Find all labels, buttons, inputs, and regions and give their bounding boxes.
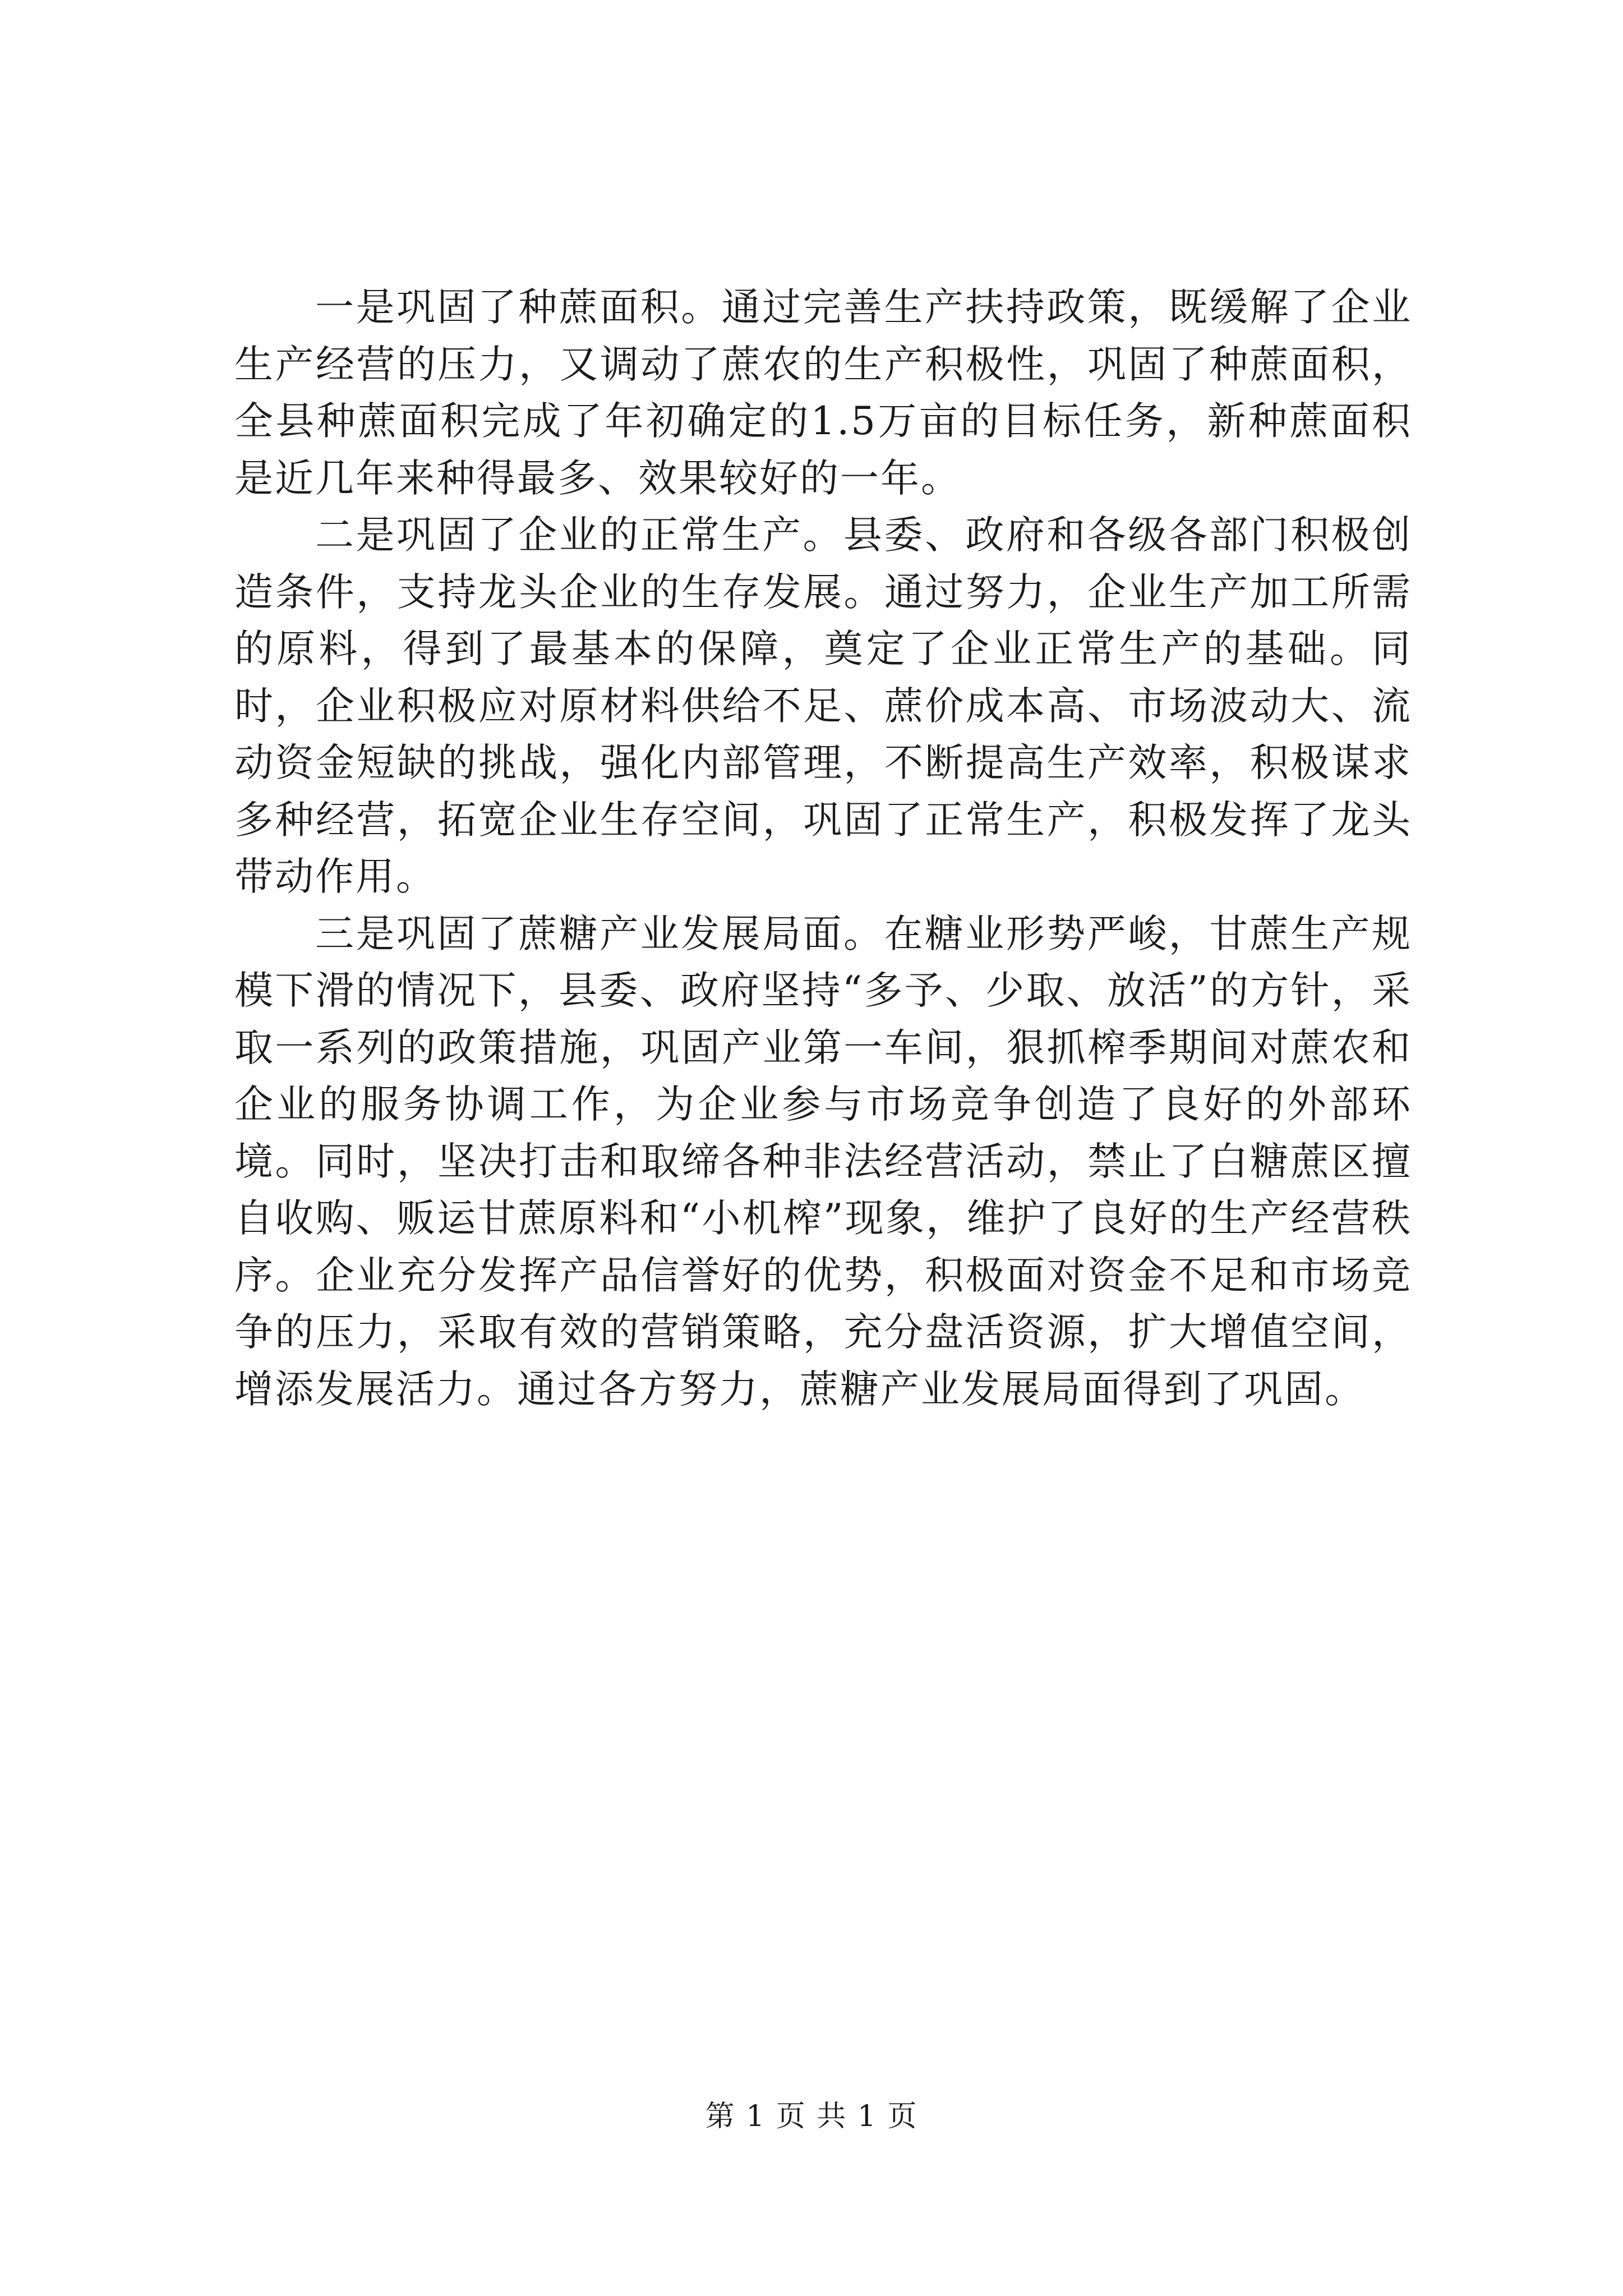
paragraph-2: 二是巩固了企业的正常生产。县委、政府和各级各部门积极创造条件，支持龙头企业的生存发展。通过努力，企业生产加工所需的原料，得到了最基本的保障，奠定了企业正常生产的基础。同时，企业积极应对原材料供给不足、蔗价成本高、市场波动大、流动资金短缺的挑战，强化内部管理，不断提高生产效率，积极谋求多种经营，拓宽企业生存空间，巩固了正常生产，积极发挥了龙头带动作用。	[234, 513, 1412, 899]
page-footer: 第 1 页 共 1 页	[705, 2100, 918, 2133]
paragraph-1: 一是巩固了种蔗面积。通过完善生产扶持政策，既缓解了企业生产经营的压力，又调动了蔗农的生产积极性，巩固了种蔗面积，全县种蔗面积完成了年初确定的1.5万亩的目标任务，新种蔗面积是近几年来种得最多、效果较好的一年。	[234, 285, 1412, 501]
paragraph-3: 三是巩固了蔗糖产业发展局面。在糖业形势严峻，甘蔗生产规模下滑的情况下，县委、政府坚持“多予、少取、放活”的方针，采取一系列的政策措施，巩固产业第一车间，狠抓榨季期间对蔗农和企业的服务协调工作，为企业参与市场竞争创造了良好的外部环境。同时，坚决打击和取缔各种非法经营活动，禁止了白糖蔗区擅自收购、贩运甘蔗原料和“小机榨”现象，维护了良好的生产经营秩序。企业充分发挥产品信誉好的优势，积极面对资金不足和市场竞争的压力，采取有效的营销策略，充分盘活资源，扩大增值空间，增添发展活力。通过各方努力，蔗糖产业发展局面得到了巩固。	[234, 911, 1412, 1412]
document-body	[234, 279, 1412, 1418]
